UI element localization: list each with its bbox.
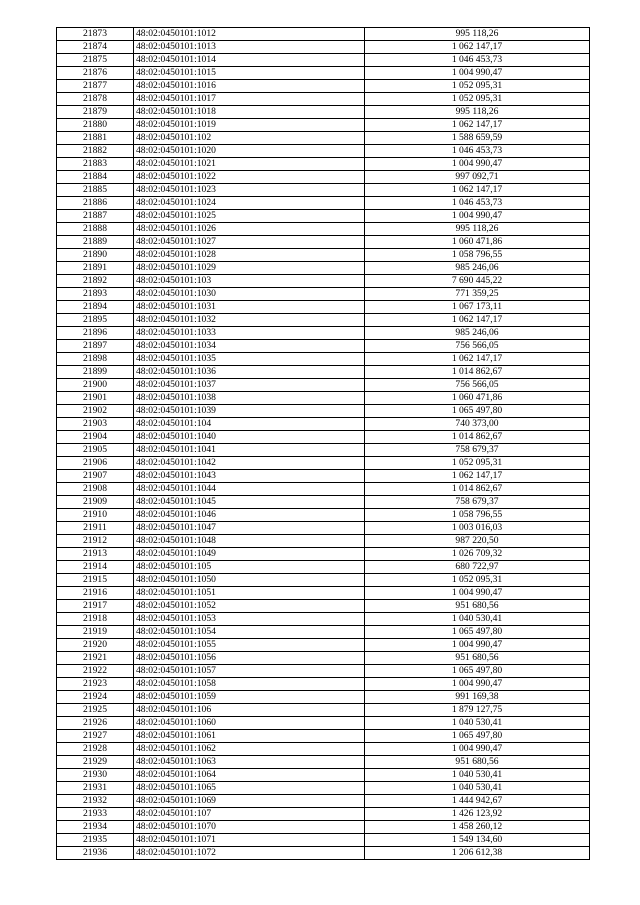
cadastral-number-cell: 48:02:0450101:1055 [134, 639, 365, 652]
cadastral-value-cell: 1 004 990,47 [365, 639, 590, 652]
cadastral-number-cell: 48:02:0450101:1038 [134, 392, 365, 405]
cadastral-value-cell: 1 206 612,38 [365, 847, 590, 860]
table-row [57, 93, 590, 106]
cadastral-number-cell: 48:02:0450101:1035 [134, 353, 365, 366]
cadastral-number-cell: 48:02:0450101:1025 [134, 210, 365, 223]
table-row [57, 249, 590, 262]
table-row [57, 535, 590, 548]
cadastral-value-cell: 7 690 445,22 [365, 275, 590, 288]
row-number-cell: 21927 [57, 730, 134, 743]
cadastral-number-cell: 48:02:0450101:1051 [134, 587, 365, 600]
table-row [57, 691, 590, 704]
row-number-cell: 21936 [57, 847, 134, 860]
cadastral-value-cell: 1 004 990,47 [365, 158, 590, 171]
table-row [57, 327, 590, 340]
cadastral-value-cell: 1 062 147,17 [365, 314, 590, 327]
table-row [57, 106, 590, 119]
table-row [57, 54, 590, 67]
table-row [57, 41, 590, 54]
cadastral-value-cell: 1 065 497,80 [365, 665, 590, 678]
row-number-cell: 21913 [57, 548, 134, 561]
cadastral-value-cell: 1 040 530,41 [365, 769, 590, 782]
cadastral-number-cell: 48:02:0450101:1021 [134, 158, 365, 171]
table-row [57, 743, 590, 756]
table-row [57, 418, 590, 431]
table-row [57, 444, 590, 457]
cadastral-value-cell: 1 004 990,47 [365, 678, 590, 691]
table-row [57, 834, 590, 847]
cadastral-value-cell: 1 014 862,67 [365, 366, 590, 379]
table-row [57, 730, 590, 743]
cadastral-number-cell: 48:02:0450101:1059 [134, 691, 365, 704]
row-number-cell: 21899 [57, 366, 134, 379]
cadastral-value-cell: 995 118,26 [365, 106, 590, 119]
row-number-cell: 21915 [57, 574, 134, 587]
cadastral-value-cell: 951 680,56 [365, 600, 590, 613]
cadastral-number-cell: 48:02:0450101:1032 [134, 314, 365, 327]
row-number-cell: 21880 [57, 119, 134, 132]
table-row [57, 678, 590, 691]
row-number-cell: 21914 [57, 561, 134, 574]
cadastral-number-cell: 48:02:0450101:1029 [134, 262, 365, 275]
table-row [57, 756, 590, 769]
row-number-cell: 21910 [57, 509, 134, 522]
cadastral-value-cell: 1 060 471,86 [365, 236, 590, 249]
row-number-cell: 21930 [57, 769, 134, 782]
row-number-cell: 21886 [57, 197, 134, 210]
row-number-cell: 21924 [57, 691, 134, 704]
cadastral-number-cell: 48:02:0450101:1064 [134, 769, 365, 782]
table-row [57, 548, 590, 561]
cadastral-value-cell: 1 040 530,41 [365, 782, 590, 795]
cadastral-number-cell: 48:02:0450101:1031 [134, 301, 365, 314]
cadastral-value-cell: 1 426 123,92 [365, 808, 590, 821]
row-number-cell: 21906 [57, 457, 134, 470]
cadastral-value-cell: 740 373,00 [365, 418, 590, 431]
row-number-cell: 21900 [57, 379, 134, 392]
table-row [57, 665, 590, 678]
cadastral-value-cell: 758 679,37 [365, 496, 590, 509]
cadastral-number-cell: 48:02:0450101:1043 [134, 470, 365, 483]
cadastral-value-cell: 1 065 497,80 [365, 626, 590, 639]
cadastral-number-cell: 48:02:0450101:1065 [134, 782, 365, 795]
cadastral-value-cell: 1 026 709,32 [365, 548, 590, 561]
table-row [57, 132, 590, 145]
table-row [57, 275, 590, 288]
cadastral-number-cell: 48:02:0450101:1030 [134, 288, 365, 301]
cadastral-value-cell: 1 060 471,86 [365, 392, 590, 405]
cadastral-value-cell: 995 118,26 [365, 28, 590, 41]
row-number-cell: 21873 [57, 28, 134, 41]
table-row [57, 80, 590, 93]
cadastral-number-cell: 48:02:0450101:1054 [134, 626, 365, 639]
cadastral-value-cell: 1 549 134,60 [365, 834, 590, 847]
cadastral-number-cell: 48:02:0450101:1013 [134, 41, 365, 54]
cadastral-number-cell: 48:02:0450101:1015 [134, 67, 365, 80]
cadastral-number-cell: 48:02:0450101:1024 [134, 197, 365, 210]
cadastral-value-cell: 1 065 497,80 [365, 730, 590, 743]
cadastral-number-cell: 48:02:0450101:1047 [134, 522, 365, 535]
cadastral-value-cell: 1 879 127,75 [365, 704, 590, 717]
row-number-cell: 21903 [57, 418, 134, 431]
document-page [56, 27, 590, 860]
row-number-cell: 21891 [57, 262, 134, 275]
cadastral-value-cell: 1 062 147,17 [365, 470, 590, 483]
cadastral-number-cell: 48:02:0450101:1020 [134, 145, 365, 158]
cadastral-number-cell: 48:02:0450101:1072 [134, 847, 365, 860]
cadastral-number-cell: 48:02:0450101:1037 [134, 379, 365, 392]
row-number-cell: 21921 [57, 652, 134, 665]
row-number-cell: 21887 [57, 210, 134, 223]
cadastral-number-cell: 48:02:0450101:1041 [134, 444, 365, 457]
cadastral-value-cell: 1 004 990,47 [365, 210, 590, 223]
table-row [57, 847, 590, 860]
row-number-cell: 21929 [57, 756, 134, 769]
table-row [57, 28, 590, 41]
row-number-cell: 21923 [57, 678, 134, 691]
table-row [57, 470, 590, 483]
cadastral-number-cell: 48:02:0450101:1026 [134, 223, 365, 236]
cadastral-number-cell: 48:02:0450101:1040 [134, 431, 365, 444]
row-number-cell: 21932 [57, 795, 134, 808]
row-number-cell: 21881 [57, 132, 134, 145]
cadastral-value-cell: 1 052 095,31 [365, 574, 590, 587]
cadastral-number-cell: 48:02:0450101:1062 [134, 743, 365, 756]
row-number-cell: 21926 [57, 717, 134, 730]
row-number-cell: 21882 [57, 145, 134, 158]
table-body [57, 28, 590, 860]
cadastral-value-cell: 1 014 862,67 [365, 431, 590, 444]
cadastral-number-cell: 48:02:0450101:1042 [134, 457, 365, 470]
table-row [57, 483, 590, 496]
row-number-cell: 21874 [57, 41, 134, 54]
cadastral-number-cell: 48:02:0450101:102 [134, 132, 365, 145]
row-number-cell: 21935 [57, 834, 134, 847]
table-row [57, 392, 590, 405]
cadastral-number-cell: 48:02:0450101:1027 [134, 236, 365, 249]
table-row [57, 301, 590, 314]
cadastral-value-cell: 1 058 796,55 [365, 249, 590, 262]
cadastral-value-cell: 1 062 147,17 [365, 41, 590, 54]
table-row [57, 782, 590, 795]
table-row [57, 262, 590, 275]
cadastral-value-cell: 1 062 147,17 [365, 353, 590, 366]
cadastral-value-cell: 1 458 260,12 [365, 821, 590, 834]
row-number-cell: 21928 [57, 743, 134, 756]
cadastral-value-cell: 1 040 530,41 [365, 717, 590, 730]
cadastral-number-cell: 48:02:0450101:1012 [134, 28, 365, 41]
row-number-cell: 21919 [57, 626, 134, 639]
row-number-cell: 21884 [57, 171, 134, 184]
table-row [57, 821, 590, 834]
cadastral-value-cell: 1 062 147,17 [365, 119, 590, 132]
cadastral-number-cell: 48:02:0450101:1019 [134, 119, 365, 132]
table-row [57, 496, 590, 509]
row-number-cell: 21893 [57, 288, 134, 301]
row-number-cell: 21876 [57, 67, 134, 80]
row-number-cell: 21917 [57, 600, 134, 613]
row-number-cell: 21896 [57, 327, 134, 340]
table-row [57, 171, 590, 184]
cadastral-number-cell: 48:02:0450101:1018 [134, 106, 365, 119]
row-number-cell: 21907 [57, 470, 134, 483]
cadastral-value-cell: 1 588 659,59 [365, 132, 590, 145]
cadastral-number-cell: 48:02:0450101:1036 [134, 366, 365, 379]
table-row [57, 236, 590, 249]
table-row [57, 340, 590, 353]
cadastral-value-cell: 985 246,06 [365, 262, 590, 275]
row-number-cell: 21925 [57, 704, 134, 717]
row-number-cell: 21912 [57, 535, 134, 548]
row-number-cell: 21905 [57, 444, 134, 457]
table-row [57, 639, 590, 652]
cadastral-value-cell: 1 004 990,47 [365, 743, 590, 756]
cadastral-number-cell: 48:02:0450101:1045 [134, 496, 365, 509]
cadastral-value-cell: 987 220,50 [365, 535, 590, 548]
table-row [57, 119, 590, 132]
cadastral-number-cell: 48:02:0450101:1039 [134, 405, 365, 418]
row-number-cell: 21892 [57, 275, 134, 288]
row-number-cell: 21933 [57, 808, 134, 821]
cadastral-value-cell: 1 003 016,03 [365, 522, 590, 535]
cadastral-number-cell: 48:02:0450101:1060 [134, 717, 365, 730]
table-row [57, 210, 590, 223]
cadastral-number-cell: 48:02:0450101:1048 [134, 535, 365, 548]
table-row [57, 574, 590, 587]
table-row [57, 197, 590, 210]
table-row [57, 158, 590, 171]
row-number-cell: 21879 [57, 106, 134, 119]
table-row [57, 431, 590, 444]
table-row [57, 184, 590, 197]
row-number-cell: 21909 [57, 496, 134, 509]
table-row [57, 717, 590, 730]
cadastral-value-cell: 951 680,56 [365, 756, 590, 769]
row-number-cell: 21911 [57, 522, 134, 535]
table-row [57, 769, 590, 782]
cadastral-number-cell: 48:02:0450101:1044 [134, 483, 365, 496]
cadastral-number-cell: 48:02:0450101:106 [134, 704, 365, 717]
table-row [57, 808, 590, 821]
table-row [57, 457, 590, 470]
cadastral-value-cell: 997 092,71 [365, 171, 590, 184]
table-row [57, 795, 590, 808]
cadastral-number-cell: 48:02:0450101:1053 [134, 613, 365, 626]
table-row [57, 366, 590, 379]
cadastral-number-cell: 48:02:0450101:1017 [134, 93, 365, 106]
row-number-cell: 21916 [57, 587, 134, 600]
cadastral-number-cell: 48:02:0450101:1052 [134, 600, 365, 613]
cadastral-number-cell: 48:02:0450101:1057 [134, 665, 365, 678]
cadastral-value-cell: 1 444 942,67 [365, 795, 590, 808]
cadastral-number-cell: 48:02:0450101:1033 [134, 327, 365, 340]
table-row [57, 379, 590, 392]
row-number-cell: 21901 [57, 392, 134, 405]
table-row [57, 405, 590, 418]
cadastral-value-cell: 1 065 497,80 [365, 405, 590, 418]
row-number-cell: 21904 [57, 431, 134, 444]
cadastral-value-cell: 771 359,25 [365, 288, 590, 301]
table-row [57, 587, 590, 600]
cadastral-value-cell: 991 169,38 [365, 691, 590, 704]
cadastral-number-cell: 48:02:0450101:1014 [134, 54, 365, 67]
row-number-cell: 21931 [57, 782, 134, 795]
row-number-cell: 21895 [57, 314, 134, 327]
row-number-cell: 21883 [57, 158, 134, 171]
cadastral-value-cell: 1 052 095,31 [365, 93, 590, 106]
cadastral-value-cell: 680 722,97 [365, 561, 590, 574]
cadastral-number-cell: 48:02:0450101:1058 [134, 678, 365, 691]
cadastral-value-cell: 758 679,37 [365, 444, 590, 457]
cadastral-value-cell: 1 046 453,73 [365, 54, 590, 67]
cadastral-number-cell: 48:02:0450101:1049 [134, 548, 365, 561]
cadastral-number-cell: 48:02:0450101:1022 [134, 171, 365, 184]
cadastral-number-cell: 48:02:0450101:104 [134, 418, 365, 431]
table-row [57, 314, 590, 327]
row-number-cell: 21890 [57, 249, 134, 262]
table-row [57, 626, 590, 639]
cadastral-number-cell: 48:02:0450101:105 [134, 561, 365, 574]
cadastral-number-cell: 48:02:0450101:1056 [134, 652, 365, 665]
row-number-cell: 21920 [57, 639, 134, 652]
cadastral-value-cell: 1 014 862,67 [365, 483, 590, 496]
cadastral-number-cell: 48:02:0450101:1063 [134, 756, 365, 769]
table-row [57, 704, 590, 717]
table-row [57, 600, 590, 613]
row-number-cell: 21894 [57, 301, 134, 314]
cadastral-value-cell: 985 246,06 [365, 327, 590, 340]
row-number-cell: 21878 [57, 93, 134, 106]
table-row [57, 652, 590, 665]
table-row [57, 288, 590, 301]
table-row [57, 613, 590, 626]
cadastral-value-cell: 1 058 796,55 [365, 509, 590, 522]
row-number-cell: 21888 [57, 223, 134, 236]
cadastral-value-cell: 1 004 990,47 [365, 587, 590, 600]
table-row [57, 145, 590, 158]
cadastral-number-cell: 48:02:0450101:1023 [134, 184, 365, 197]
cadastral-number-cell: 48:02:0450101:1050 [134, 574, 365, 587]
row-number-cell: 21877 [57, 80, 134, 93]
cadastral-number-cell: 48:02:0450101:107 [134, 808, 365, 821]
cadastral-value-cell: 995 118,26 [365, 223, 590, 236]
cadastral-number-cell: 48:02:0450101:1034 [134, 340, 365, 353]
cadastral-value-cell: 1 004 990,47 [365, 67, 590, 80]
cadastral-value-cell: 951 680,56 [365, 652, 590, 665]
table-row [57, 509, 590, 522]
table-row [57, 561, 590, 574]
row-number-cell: 21918 [57, 613, 134, 626]
cadastral-value-cell: 756 566,05 [365, 340, 590, 353]
cadastral-number-cell: 48:02:0450101:103 [134, 275, 365, 288]
table-row [57, 223, 590, 236]
row-number-cell: 21908 [57, 483, 134, 496]
row-number-cell: 21898 [57, 353, 134, 366]
row-number-cell: 21922 [57, 665, 134, 678]
cadastral-number-cell: 48:02:0450101:1016 [134, 80, 365, 93]
cadastral-number-cell: 48:02:0450101:1028 [134, 249, 365, 262]
row-number-cell: 21934 [57, 821, 134, 834]
cadastral-number-cell: 48:02:0450101:1069 [134, 795, 365, 808]
row-number-cell: 21885 [57, 184, 134, 197]
cadastral-value-cell: 1 067 173,11 [365, 301, 590, 314]
cadastral-number-cell: 48:02:0450101:1071 [134, 834, 365, 847]
cadastral-value-cell: 1 052 095,31 [365, 457, 590, 470]
cadastral-value-cell: 1 046 453,73 [365, 197, 590, 210]
table-row [57, 522, 590, 535]
cadastral-value-cell: 1 040 530,41 [365, 613, 590, 626]
cadastral-value-cell: 1 046 453,73 [365, 145, 590, 158]
row-number-cell: 21902 [57, 405, 134, 418]
table-row [57, 67, 590, 80]
cadastral-value-cell: 1 062 147,17 [365, 184, 590, 197]
table-row [57, 353, 590, 366]
cadastral-value-table [56, 27, 590, 860]
row-number-cell: 21875 [57, 54, 134, 67]
cadastral-number-cell: 48:02:0450101:1046 [134, 509, 365, 522]
cadastral-value-cell: 1 052 095,31 [365, 80, 590, 93]
cadastral-number-cell: 48:02:0450101:1070 [134, 821, 365, 834]
row-number-cell: 21897 [57, 340, 134, 353]
cadastral-value-cell: 756 566,05 [365, 379, 590, 392]
row-number-cell: 21889 [57, 236, 134, 249]
cadastral-number-cell: 48:02:0450101:1061 [134, 730, 365, 743]
